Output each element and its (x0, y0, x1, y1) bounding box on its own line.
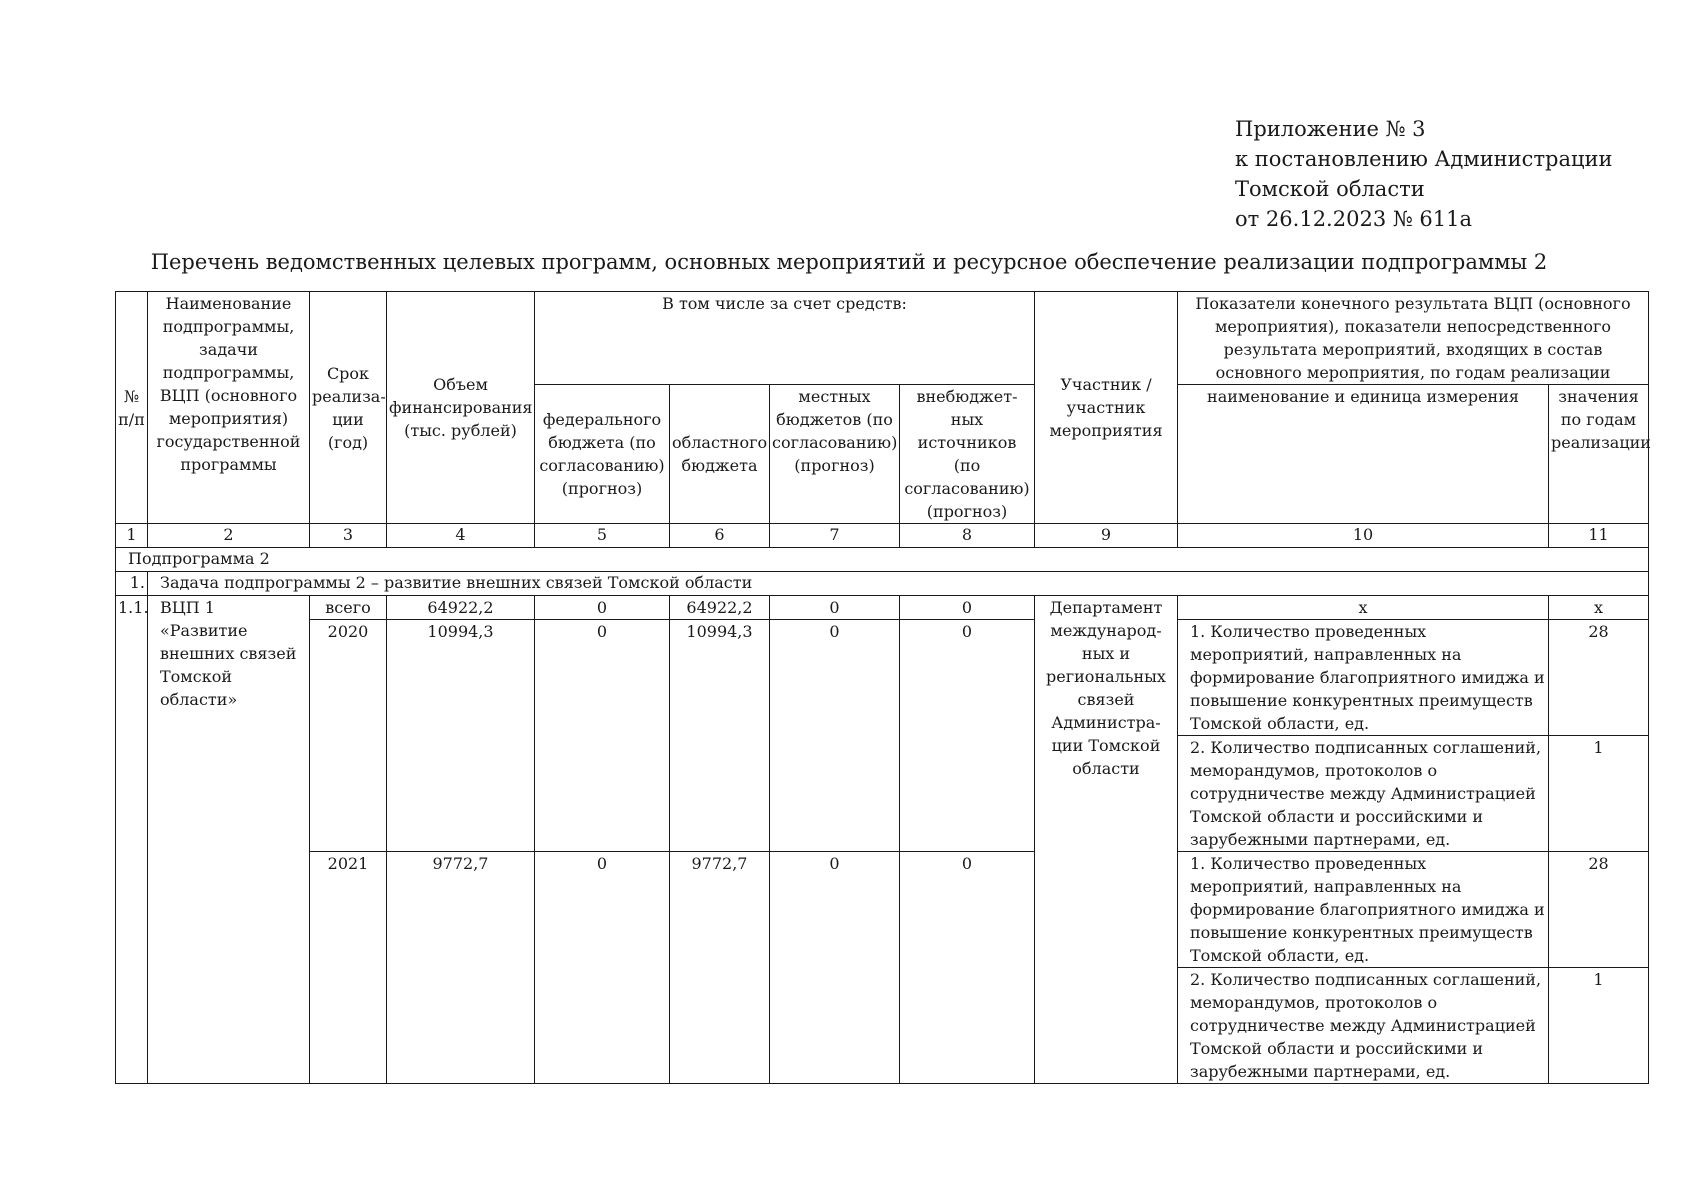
header-num: № п/п (116, 292, 148, 524)
program-table (115, 291, 1649, 1084)
program-year-row (116, 852, 1649, 968)
federal-cell: 0 (535, 596, 670, 620)
col-number: 11 (1549, 524, 1649, 548)
col-number: 1 (116, 524, 148, 548)
col-number: 7 (770, 524, 900, 548)
header-row-1 (116, 292, 1649, 385)
appendix-line-4: от 26.12.2023 № 611а (1235, 207, 1472, 231)
task-text: Задача подпрограммы 2 – развитие внешних связей Томской области (148, 572, 1649, 596)
indicator-name: 2. Количество подписанных соглашений, меморандумов, протоколов о сотрудничестве между Администрацией Томской области и российскими и зарубежными партнерами, ед. (1178, 968, 1549, 1084)
document-title: Перечень ведомственных целевых программ, основных мероприятий и ресурсное обеспечение реализации подпрограммы 2 (150, 250, 1548, 274)
participant-cell: Департамент международ-ных и региональных связей Администра-ции Томской области (1035, 596, 1178, 1084)
regional-cell: 10994,3 (670, 620, 770, 852)
header-ind-name: наименование и единица измерения (1178, 385, 1549, 524)
local-cell: 0 (770, 620, 900, 852)
col-number: 10 (1178, 524, 1549, 548)
indicator-value: 1 (1549, 968, 1649, 1084)
header-participant: Участник /участник мероприятия (1035, 292, 1178, 524)
appendix-block (1235, 114, 1613, 234)
program-total-row (116, 596, 1649, 620)
appendix-line-3: Томской области (1235, 177, 1425, 201)
section-title: Подпрограмма 2 (116, 548, 1649, 572)
local-cell: 0 (770, 852, 900, 1084)
indicator-name: 2. Количество подписанных соглашений, меморандумов, протоколов о сотрудничестве между Администрацией Томской области и российскими и зарубежными партнерами, ед. (1178, 736, 1549, 852)
header-term: Срок реализа-ции (год) (310, 292, 387, 524)
extra-cell: 0 (900, 852, 1035, 1084)
col-number: 4 (387, 524, 535, 548)
local-cell: 0 (770, 596, 900, 620)
indicator-value: 28 (1549, 620, 1649, 736)
indicator-name: 1. Количество проведенных мероприятий, направленных на формирование благоприятного имиджа и повышение конкурентных преимуществ Томской области, ед. (1178, 620, 1549, 736)
section-row (116, 548, 1649, 572)
extra-cell: 0 (900, 596, 1035, 620)
federal-cell: 0 (535, 852, 670, 1084)
indicator-name: х (1178, 596, 1549, 620)
year-cell: 2021 (310, 852, 387, 1084)
appendix-line-1: Приложение № 3 (1235, 117, 1426, 141)
header-indicators: Показатели конечного результата ВЦП (основного мероприятия), показатели непосредственного результата мероприятий, входящих в состав основного мероприятия, по годам реализации (1178, 292, 1649, 385)
indicator-value: 1 (1549, 736, 1649, 852)
program-num: 1.1. (116, 596, 148, 1084)
indicator-value: х (1549, 596, 1649, 620)
col-number: 3 (310, 524, 387, 548)
indicator-name: 1. Количество проведенных мероприятий, направленных на формирование благоприятного имиджа и повышение конкурентных преимуществ Томской области, ед. (1178, 852, 1549, 968)
col-number: 2 (148, 524, 310, 548)
program-year-row (116, 620, 1649, 736)
extra-cell: 0 (900, 620, 1035, 852)
program-name: ВЦП 1 «Развитие внешних связей Томской области» (148, 596, 310, 1084)
header-including: В том числе за счет средств: (535, 292, 1035, 385)
task-num: 1. (116, 572, 148, 596)
header-extra: внебюджет-ных источников (по согласованию) (прогноз) (900, 385, 1035, 524)
appendix-line-2: к постановлению Администрации (1235, 147, 1613, 171)
col-number: 9 (1035, 524, 1178, 548)
regional-cell: 64922,2 (670, 596, 770, 620)
indicator-value: 28 (1549, 852, 1649, 968)
header-federal: федерального бюджета (по согласованию) (прогноз) (535, 385, 670, 524)
volume-cell: 9772,7 (387, 852, 535, 1084)
col-number: 6 (670, 524, 770, 548)
regional-cell: 9772,7 (670, 852, 770, 1084)
header-local: местных бюджетов (по согласованию) (прогноз) (770, 385, 900, 524)
federal-cell: 0 (535, 620, 670, 852)
task-row (116, 572, 1649, 596)
header-name: Наименование подпрограммы, задачи подпрограммы, ВЦП (основного мероприятия) государственной программы (148, 292, 310, 524)
year-cell: 2020 (310, 620, 387, 852)
col-number: 8 (900, 524, 1035, 548)
header-volume: Объем финансирования (тыс. рублей) (387, 292, 535, 524)
header-regional: областного бюджета (670, 385, 770, 524)
header-ind-value: значения по годам реализации (1549, 385, 1649, 524)
year-cell: всего (310, 596, 387, 620)
column-numbers-row (116, 524, 1649, 548)
volume-cell: 64922,2 (387, 596, 535, 620)
col-number: 5 (535, 524, 670, 548)
volume-cell: 10994,3 (387, 620, 535, 852)
